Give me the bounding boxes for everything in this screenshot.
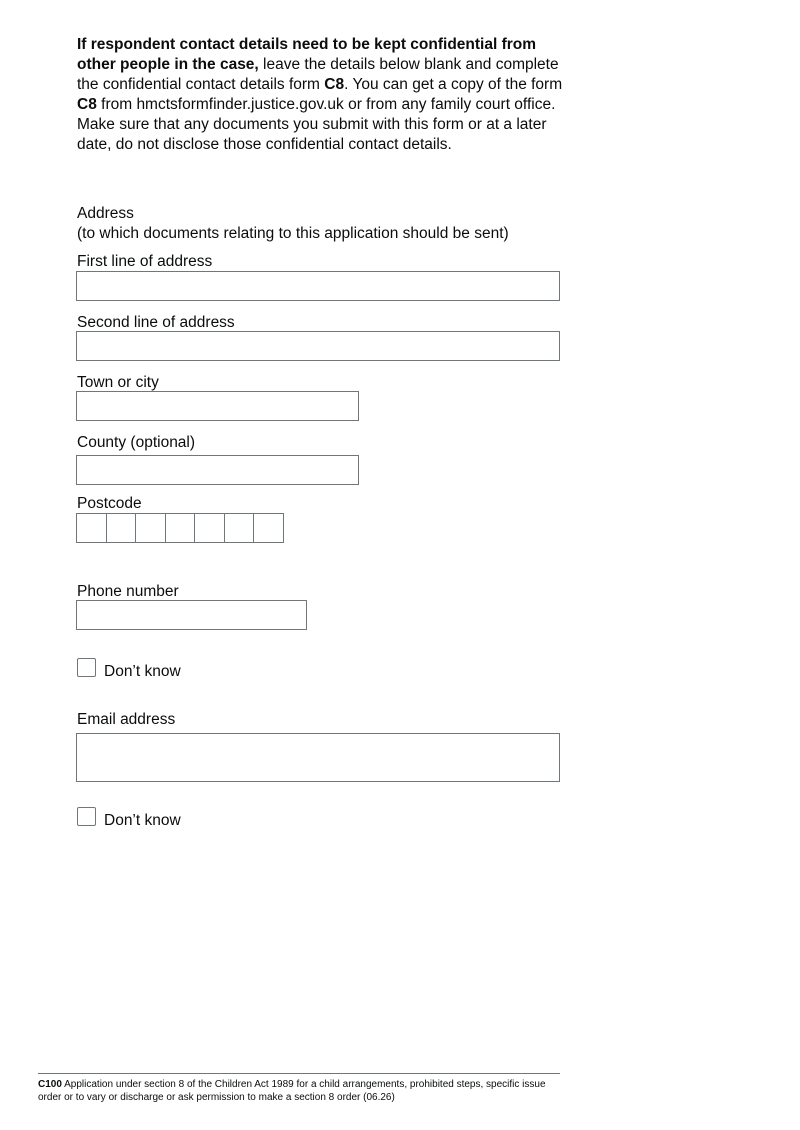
postcode-cell[interactable] [224,513,255,543]
postcode-cell[interactable] [76,513,107,543]
confidentiality-notice [77,35,567,155]
address-subheading: (to which documents relating to this application should be sent) [77,225,509,242]
town-field[interactable] [76,391,359,421]
postcode-cell[interactable] [135,513,166,543]
phone-label: Phone number [77,583,179,600]
postcode-cell[interactable] [194,513,225,543]
email-dont-know-label: Don’t know [104,812,181,829]
postcode-cell[interactable] [253,513,284,543]
form-footer [38,1079,558,1104]
phone-dont-know-label: Don’t know [104,663,181,680]
postcode-field[interactable] [76,513,283,543]
email-label: Email address [77,711,176,728]
footer-divider [38,1073,560,1074]
email-dont-know-checkbox[interactable] [77,807,96,826]
postcode-cell[interactable] [165,513,196,543]
notice-text-2: . You can get a copy of the form [344,76,563,93]
confidentiality-lead: If respondent contact details need to be kept confidential from other people in the case, [77,36,537,73]
form-code-c8: C8 [324,76,345,93]
form-code-c8-second: C8 [77,96,97,113]
phone-field[interactable] [76,600,307,630]
address-line1-label: First line of address [77,253,213,270]
notice-text-3: from hmctsformfinder.justice.gov.uk or from any family court office. Make sure that any documents you submit with this form or at a later date, do not disclose those confidential contact details. [77,96,556,153]
footer-description: Application under section 8 of the Children Act 1989 for a child arrangements, prohibited steps, specific issue order or to vary or discharge or ask permission to make a section 8 order (06.26) [38,1079,546,1103]
address-line2-field[interactable] [76,331,560,361]
email-field[interactable] [76,733,560,782]
town-label: Town or city [77,374,159,391]
county-label: County (optional) [77,434,196,451]
phone-dont-know-checkbox[interactable] [77,658,96,677]
county-field[interactable] [76,455,359,485]
footer-form-code: C100 [38,1079,62,1090]
address-line2-label: Second line of address [77,314,235,331]
notice-text-1: leave the details below blank and complete the confidential contact details form [77,56,559,93]
address-heading: Address [77,205,134,222]
postcode-label: Postcode [77,495,142,512]
address-line1-field[interactable] [76,271,560,301]
postcode-cell[interactable] [106,513,137,543]
